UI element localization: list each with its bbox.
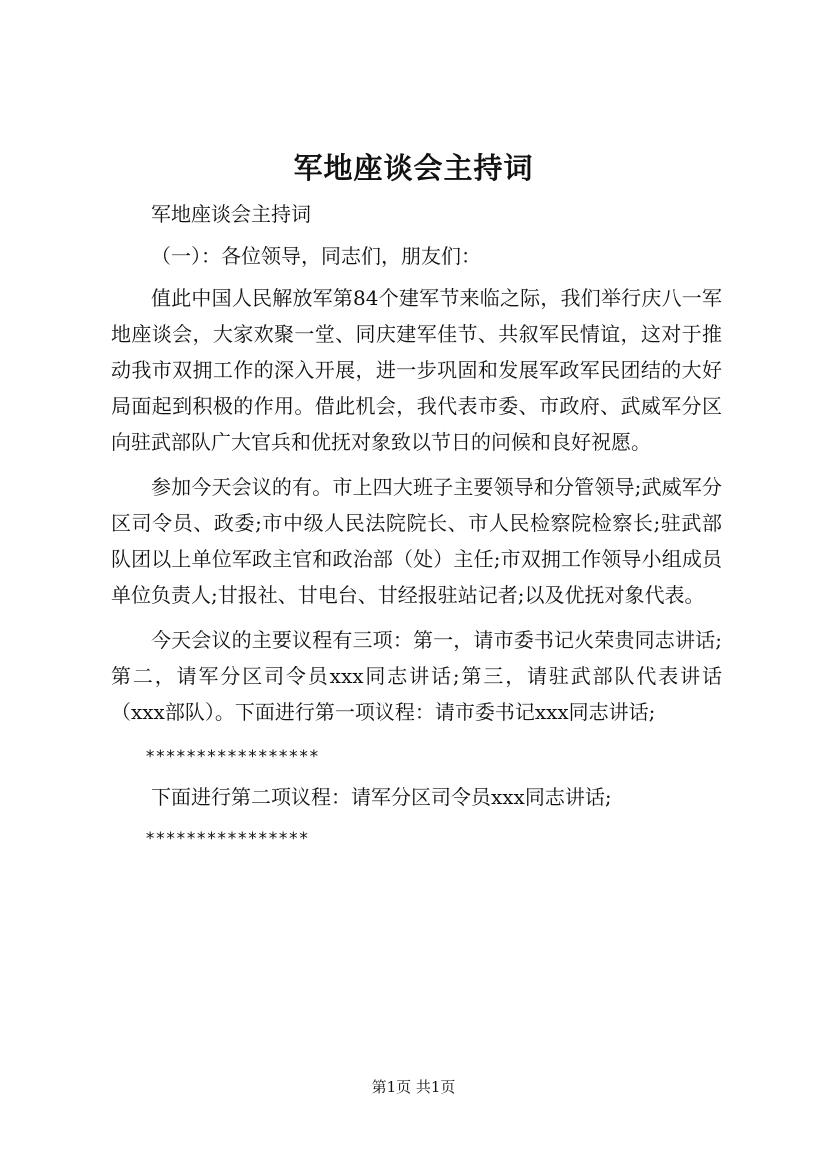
paragraph-agenda: 今天会议的主要议程有三项：第一，请市委书记火荣贵同志讲话;第二，请军分区司令员xxx同志讲话;第三，请驻武部队代表讲话（xxx部队）。下面进行第一项议程：请市委书记xxx同志讲话; — [111, 628, 722, 724]
document-body — [111, 196, 722, 861]
page-number-footer: 第1页 共1页 — [371, 1078, 456, 1096]
greeting: （一）：各位领导，同志们，朋友们： — [151, 244, 481, 268]
separator-stars-2: **************** — [145, 829, 309, 849]
paragraph-attendees: 参加今天会议的有。市上四大班子主要领导和分管领导;武威军分区司令员、政委;市中级人民法院院长、市人民检察院检察长;驻武部队团以上单位军政主官和政治部（处）主任;市双拥工作领导小组成员单位负责人;甘报社、甘电台、甘经报驻站记者;以及优抚对象代表。 — [111, 475, 722, 607]
second-agenda-item: 下面进行第二项议程：请军分区司令员xxx同志讲话; — [151, 785, 612, 809]
document-title: 军地座谈会主持词 — [293, 151, 534, 185]
separator-stars-1: ***************** — [145, 747, 319, 767]
paragraph-opening: 值此中国人民解放军第84个建军节来临之际，我们举行庆八一军地座谈会，大家欢聚一堂、同庆建军佳节、共叙军民情谊，这对于推动我市双拥工作的深入开展，进一步巩固和发展军政军民团结的大好局面起到积极的作用。借此机会，我代表市委、市政府、武威军分区向驻武部队广大官兵和优抚对象致以节日的问候和良好祝愿。 — [111, 286, 722, 454]
subtitle: 军地座谈会主持词 — [151, 202, 311, 226]
